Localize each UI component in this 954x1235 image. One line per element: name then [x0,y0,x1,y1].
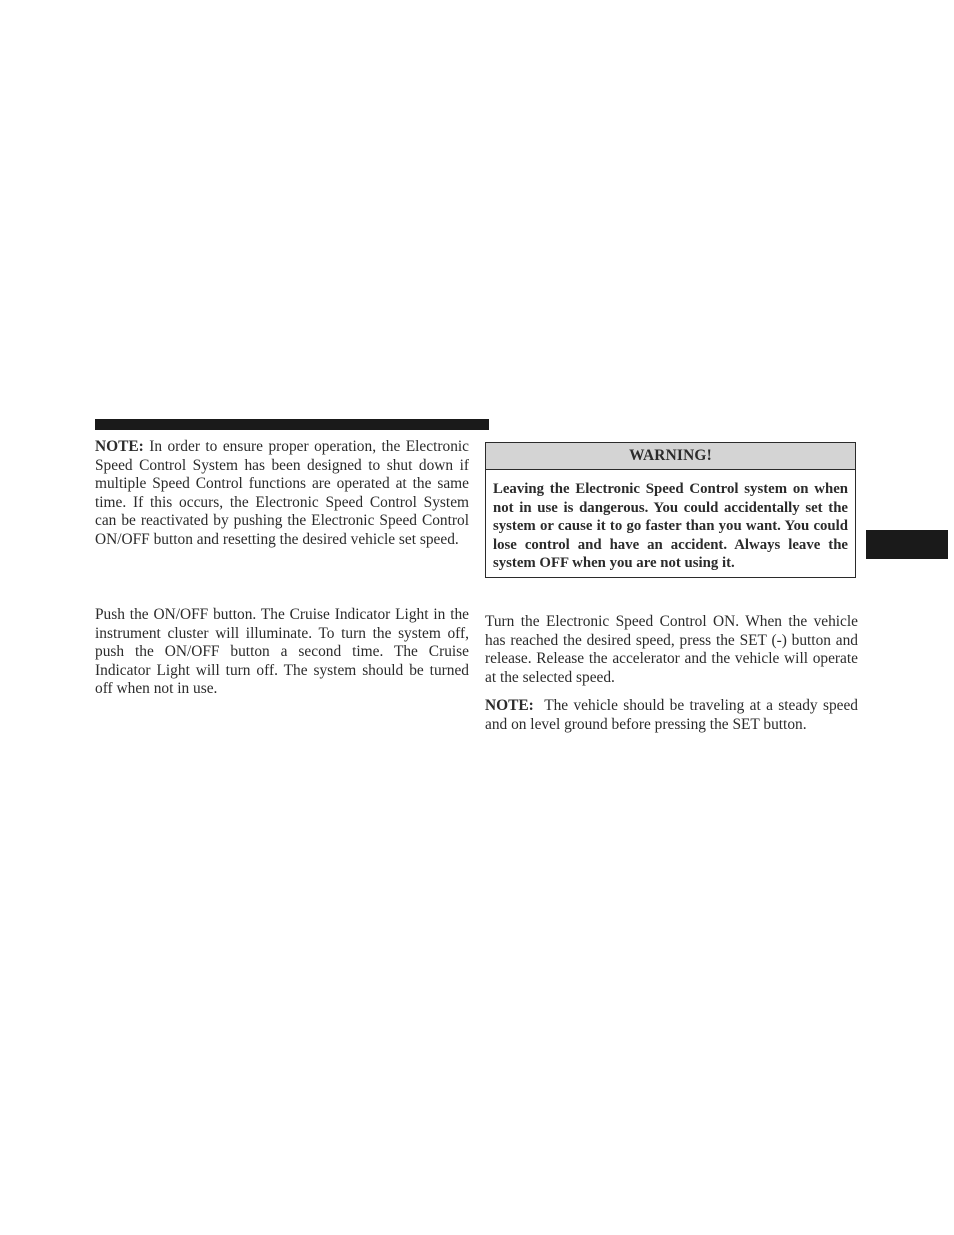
note-text: The vehicle should be traveling at a steady speed and on level ground before pressing the SET button. [485,697,862,733]
warning-text: Leaving the Electronic Speed Control system on when not in use is dangerous. You could accidentally set the system or cause it to go faster than you want. You could lose control and have an accident. Always leave the system OFF when you are not using it. [493,481,848,572]
warning-box [485,442,856,578]
to-set-speed-paragraph [485,613,858,687]
note-text: In order to ensure proper operation, the Electronic Speed Control System has been designed to shut down if multiple Speed Control functions are operated at the same time. If this occurs, the Electronic Speed Control System can be reactivated by pushing the Electronic Speed Control ON/OFF button and resetting the desired vehicle set speed. [95,438,469,548]
section-top-rule [95,419,489,430]
onoff-text: Push the ON/OFF button. The Cruise Indicator Light in the instrument cluster will illuminate. To turn the system off, push the ON/OFF button a second time. The Cruise Indicator Light will turn off. The system should be turned off when not in use. [95,606,469,698]
chapter-tab [866,530,948,559]
note-steady-speed [485,697,862,734]
note-label: NOTE: [95,438,144,455]
note-multiple-functions [95,438,469,550]
warning-title: WARNING! [486,443,855,470]
set-text: Turn the Electronic Speed Control ON. When the vehicle has reached the desired speed, press the SET (-) button and release. Release the accelerator and the vehicle will operate at the selected speed. [485,613,858,686]
to-activate-paragraph [95,606,469,699]
note-label: NOTE: [485,697,534,714]
